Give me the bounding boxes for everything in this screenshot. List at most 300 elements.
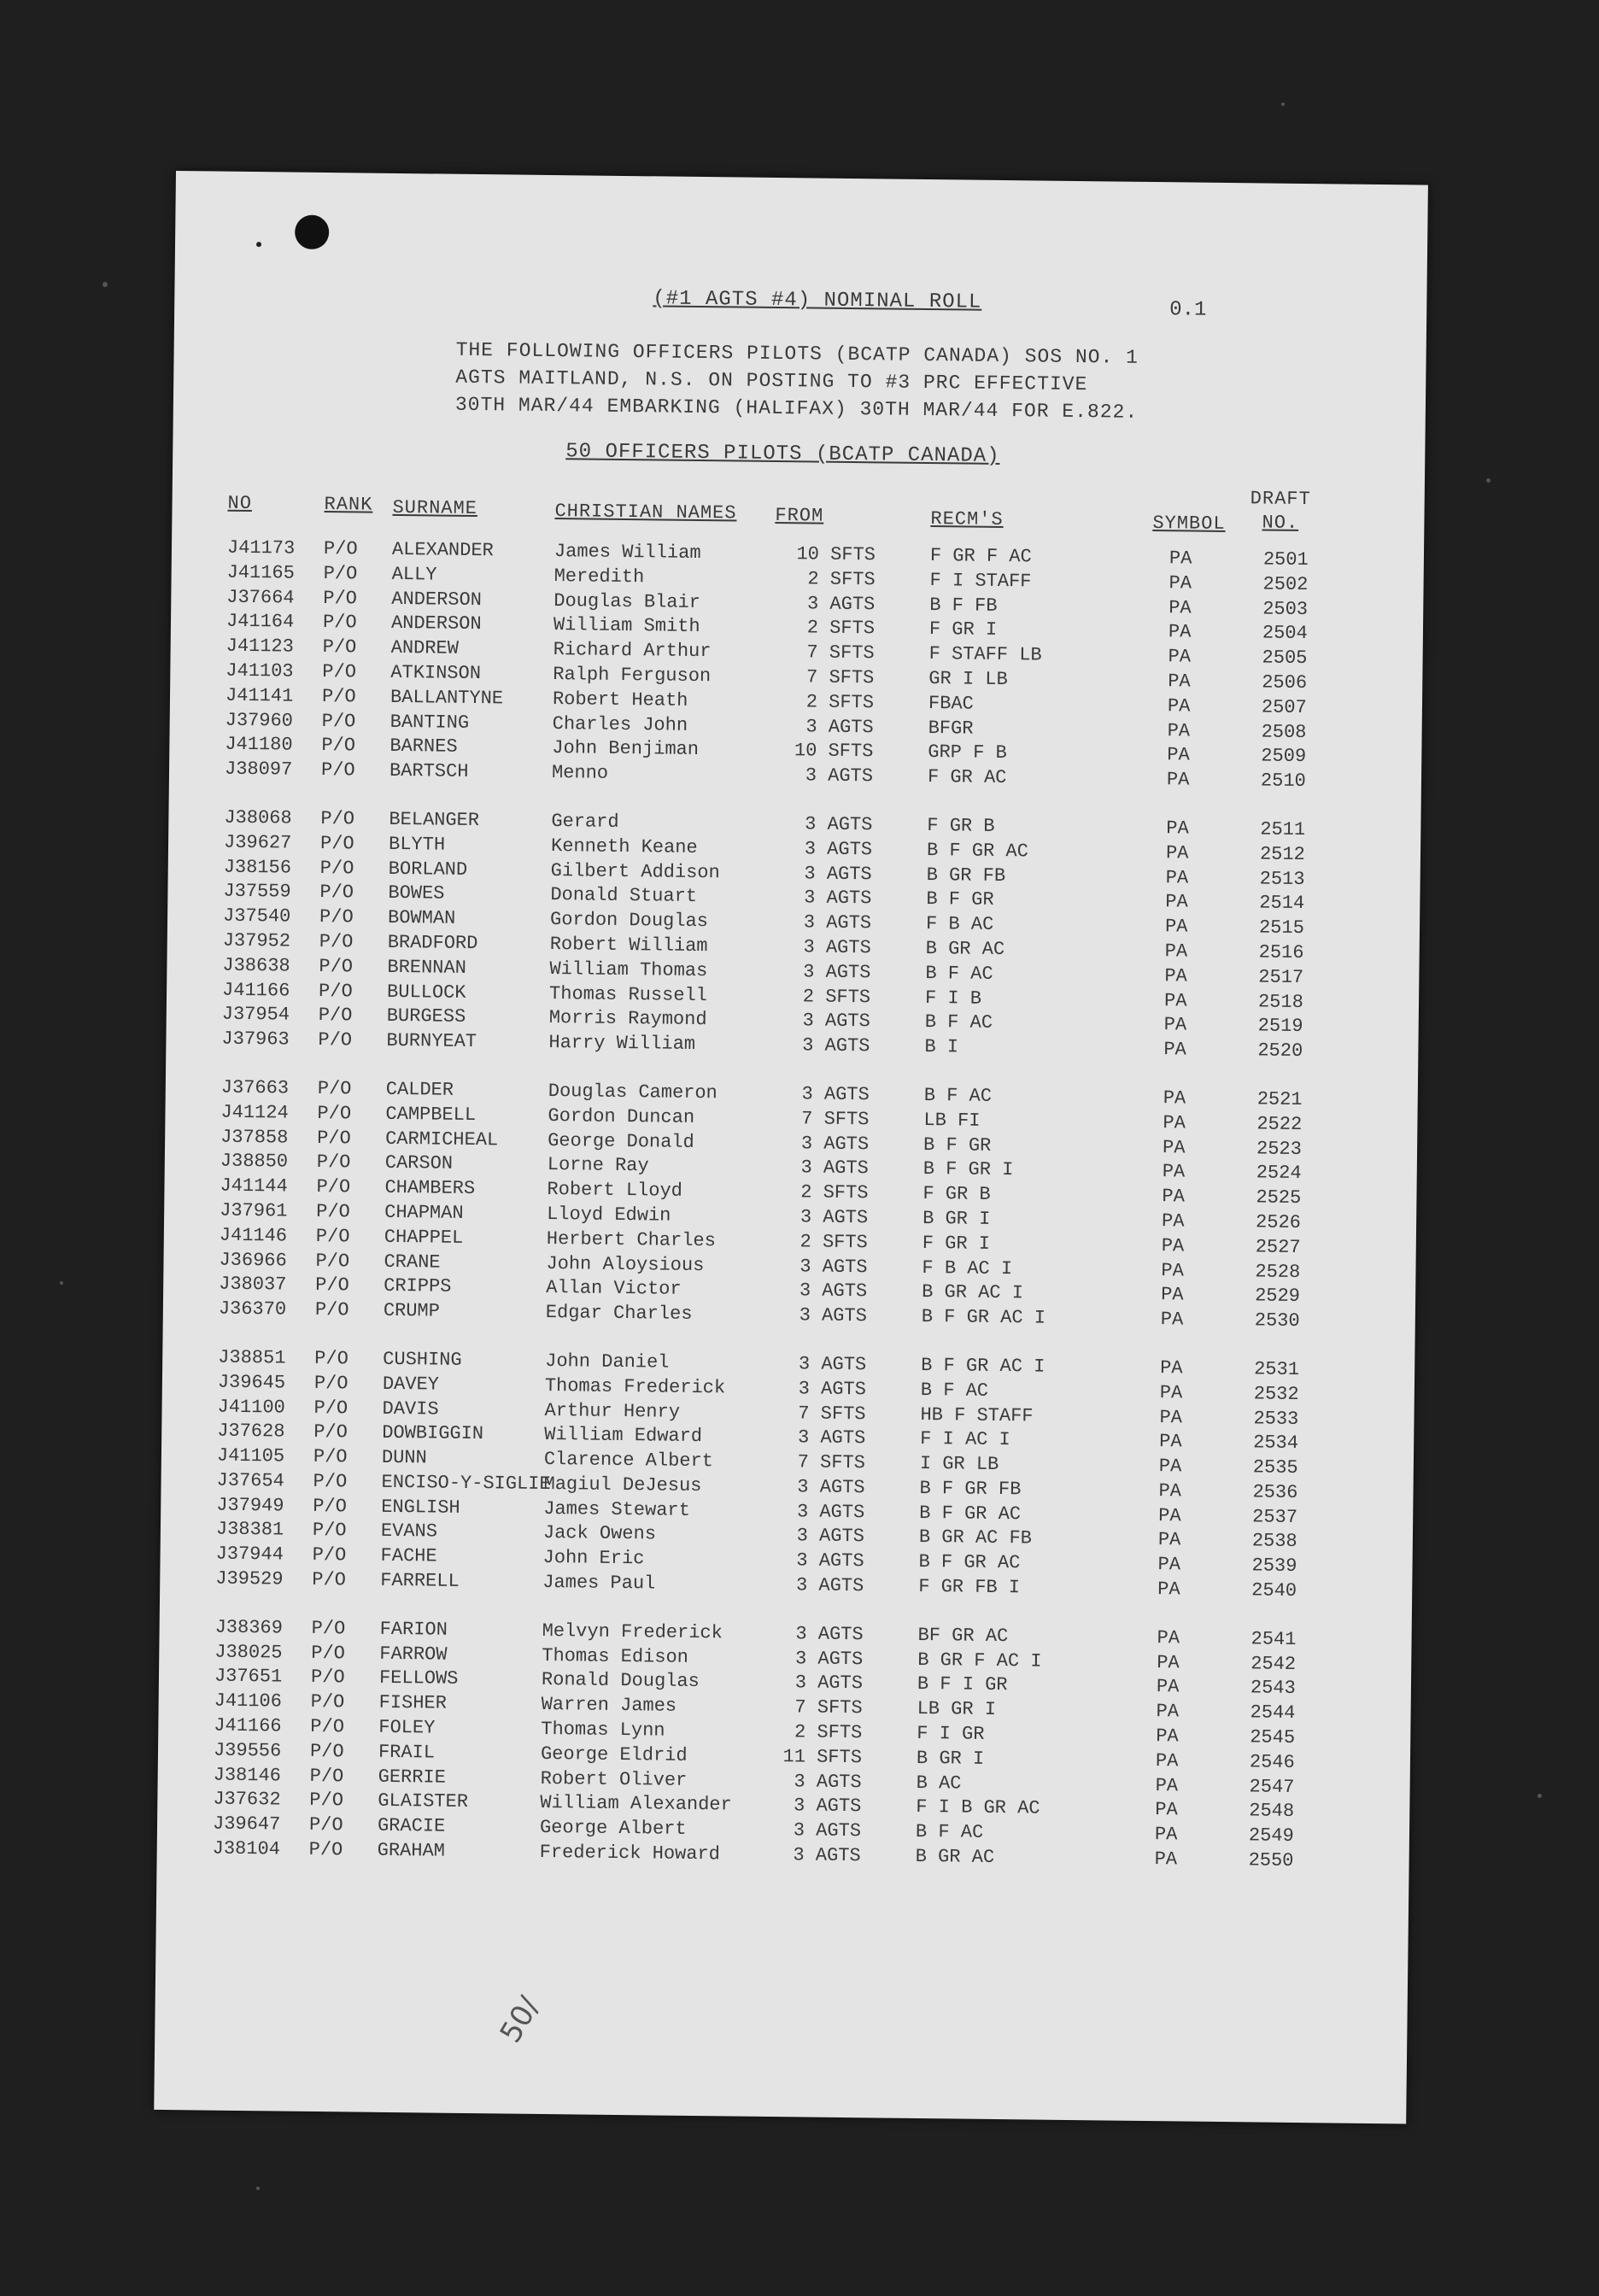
cell-christian: Arthur Henry — [544, 1399, 681, 1423]
cell-draft: 2543 — [1250, 1677, 1296, 1700]
cell-draft: 2530 — [1254, 1309, 1300, 1332]
cell-from: 3 AGTS — [805, 715, 874, 738]
cell-recs: FBAC — [928, 692, 974, 715]
cell-symbol: PA — [1166, 769, 1190, 791]
cell-draft: 2528 — [1255, 1260, 1301, 1283]
cell-no: J38369 — [214, 1616, 284, 1639]
cell-rank: P/O — [322, 612, 357, 634]
cell-from: 3 AGTS — [796, 1549, 864, 1573]
cell-recs: B F GR AC — [919, 1502, 1022, 1526]
cell-recs: B F GR AC I — [921, 1306, 1046, 1329]
cell-symbol: PA — [1154, 1848, 1178, 1871]
cell-draft: 2546 — [1249, 1751, 1295, 1773]
cell-rank: P/O — [317, 1102, 352, 1125]
cell-no: J37963 — [221, 1028, 290, 1051]
cell-from: 3 AGTS — [799, 1304, 867, 1327]
cell-rank: P/O — [319, 832, 354, 855]
cell-rank: P/O — [321, 710, 356, 733]
cell-recs: B F I GR — [917, 1673, 1008, 1696]
cell-christian: Lloyd Edwin — [547, 1203, 671, 1227]
cell-from: 3 AGTS — [799, 1280, 868, 1303]
cell-from: 3 AGTS — [802, 1034, 870, 1057]
cell-no: J36370 — [218, 1297, 287, 1321]
cell-rank: P/O — [323, 562, 358, 585]
cell-christian: Harry William — [548, 1032, 696, 1056]
cell-no: J38068 — [224, 806, 292, 829]
cell-draft: 2501 — [1262, 548, 1309, 571]
cell-draft: 2521 — [1256, 1088, 1303, 1110]
cell-no: J38097 — [224, 758, 293, 781]
cell-surname: EVANS — [380, 1520, 438, 1543]
cell-symbol: PA — [1168, 596, 1192, 619]
cell-no: J37663 — [220, 1076, 290, 1099]
cell-draft: 2534 — [1253, 1432, 1299, 1455]
cell-draft: 2550 — [1248, 1849, 1294, 1872]
cell-christian: William Thomas — [549, 958, 708, 981]
cell-recs: B F GR I — [922, 1158, 1014, 1181]
cell-draft: 2529 — [1254, 1285, 1301, 1308]
cell-from: 3 AGTS — [796, 1525, 865, 1548]
cell-recs: GR I LB — [928, 668, 1008, 691]
cell-surname: CHAMBERS — [384, 1176, 476, 1200]
cell-christian: Donald Stuart — [550, 884, 698, 908]
cell-from: 3 AGTS — [800, 1255, 868, 1278]
cell-christian: Gordon Douglas — [549, 909, 709, 933]
cell-symbol: PA — [1168, 671, 1191, 693]
cell-surname: DUNN — [381, 1446, 427, 1469]
cell-rank: P/O — [317, 1077, 352, 1100]
cell-from: 3 AGTS — [794, 1770, 862, 1793]
cell-surname: FARION — [379, 1618, 448, 1641]
cell-christian: Frederick Howard — [539, 1842, 721, 1866]
cell-rank: P/O — [311, 1617, 346, 1640]
cell-from: 3 AGTS — [804, 862, 872, 885]
cell-rank: P/O — [309, 1765, 344, 1788]
cell-rank: P/O — [323, 587, 358, 610]
cell-surname: BLYTH — [388, 833, 446, 856]
cell-symbol: PA — [1166, 817, 1189, 840]
cell-recs: F GR F AC — [929, 545, 1032, 568]
cell-recs: B GR AC I — [922, 1281, 1024, 1304]
cell-draft: 2518 — [1257, 990, 1304, 1013]
cell-symbol: PA — [1158, 1504, 1181, 1527]
cell-symbol: PA — [1165, 891, 1188, 913]
cell-draft: 2538 — [1251, 1530, 1297, 1553]
cell-surname: FACHE — [380, 1545, 437, 1567]
cell-christian: Melvyn Frederick — [542, 1620, 723, 1644]
cell-from: 3 AGTS — [794, 1672, 864, 1695]
cell-draft: 2541 — [1250, 1628, 1297, 1650]
cell-no: J39529 — [215, 1567, 284, 1590]
cell-draft: 2548 — [1249, 1800, 1295, 1823]
cell-symbol: PA — [1163, 1087, 1186, 1110]
cell-no: J41173 — [226, 536, 296, 559]
cell-surname: BALLANTYNE — [390, 686, 504, 710]
cell-draft: 2513 — [1259, 868, 1305, 890]
cell-draft: 2509 — [1261, 745, 1307, 768]
cell-rank: P/O — [313, 1495, 348, 1518]
cell-rank: P/O — [308, 1838, 343, 1861]
cell-no: J38025 — [214, 1641, 283, 1664]
cell-symbol: PA — [1156, 1701, 1180, 1723]
cell-surname: ENCISO-Y-SIGLIE — [381, 1471, 551, 1495]
cell-from: 3 AGTS — [795, 1574, 864, 1597]
cell-no: J37651 — [214, 1666, 283, 1688]
cell-surname: GRACIE — [377, 1815, 446, 1837]
cell-symbol: PA — [1165, 841, 1189, 864]
cell-christian: William Smith — [553, 614, 700, 638]
cell-surname: CUSHING — [383, 1348, 462, 1371]
cell-recs: F GR B — [922, 1183, 991, 1206]
cell-surname: FARRELL — [380, 1569, 460, 1592]
cell-symbol: PA — [1160, 1309, 1184, 1331]
cell-surname: FARROW — [379, 1643, 448, 1666]
cell-recs: B I — [924, 1036, 959, 1058]
cell-draft: 2526 — [1255, 1211, 1302, 1233]
cell-no: J41165 — [226, 561, 296, 584]
cell-rank: P/O — [319, 955, 354, 978]
cell-symbol: PA — [1161, 1210, 1185, 1233]
cell-from: 2 SFTS — [794, 1721, 863, 1744]
cell-recs: LB FI — [923, 1109, 981, 1132]
cell-draft: 2519 — [1257, 1015, 1303, 1038]
cell-recs: LB GR I — [917, 1698, 997, 1721]
cell-rank: P/O — [313, 1446, 348, 1468]
cell-draft: 2545 — [1250, 1726, 1296, 1749]
header-no: NO — [227, 492, 253, 515]
cell-no: J39645 — [217, 1371, 286, 1394]
cell-recs: GRP F B — [928, 741, 1007, 764]
cell-from: 3 AGTS — [798, 1353, 867, 1376]
cell-recs: F B AC I — [922, 1256, 1013, 1280]
cell-no: J37664 — [226, 586, 295, 609]
cell-surname: BOWMAN — [387, 907, 456, 929]
cell-rank: P/O — [310, 1691, 345, 1713]
cell-symbol: PA — [1163, 1039, 1186, 1061]
cell-no: J37954 — [221, 1004, 290, 1026]
cell-christian: Robert Oliver — [540, 1767, 688, 1791]
cell-draft: 2502 — [1262, 573, 1309, 595]
cell-recs: F I B GR AC — [916, 1796, 1040, 1820]
cell-rank: P/O — [322, 660, 357, 683]
cell-symbol: PA — [1157, 1627, 1180, 1649]
cell-from: 3 AGTS — [798, 1378, 867, 1400]
cell-draft: 2512 — [1259, 843, 1305, 865]
cell-recs: F I B — [924, 987, 982, 1010]
cell-from: 3 AGTS — [803, 961, 871, 984]
cell-recs: B F AC — [923, 1084, 993, 1107]
cell-from: 2 SFTS — [802, 985, 871, 1008]
cell-recs: B F FB — [929, 594, 998, 617]
cell-symbol: PA — [1163, 1111, 1186, 1134]
cell-rank: P/O — [318, 1004, 353, 1027]
cell-rank: P/O — [315, 1225, 350, 1248]
cell-rank: P/O — [312, 1568, 347, 1591]
cell-draft: 2503 — [1262, 598, 1309, 620]
cell-surname: ENGLISH — [381, 1496, 460, 1519]
cell-no: J37944 — [215, 1543, 284, 1566]
cell-draft: 2531 — [1254, 1358, 1300, 1380]
cell-surname: ALEXANDER — [391, 538, 494, 562]
cell-no: J37628 — [217, 1420, 285, 1443]
intro-line: THE FOLLOWING OFFICERS PILOTS (BCATP CANADA) SOS NO. 1 — [455, 338, 1139, 369]
page-number: 0.1 — [1169, 298, 1207, 322]
cell-recs: F I GR — [917, 1723, 985, 1745]
cell-draft: 2527 — [1255, 1236, 1301, 1258]
cell-symbol: PA — [1162, 1161, 1186, 1183]
cell-surname: FRAIL — [378, 1741, 436, 1764]
cell-symbol: PA — [1154, 1824, 1178, 1846]
cell-christian: Douglas Blair — [554, 589, 701, 613]
cell-draft: 2508 — [1261, 721, 1307, 743]
intro-line: 30TH MAR/44 EMBARKING (HALIFAX) 30TH MAR/44 FOR E.822. — [454, 393, 1139, 424]
cell-surname: ANDERSON — [390, 612, 482, 636]
punch-hole — [295, 215, 329, 249]
cell-from: 3 AGTS — [793, 1844, 861, 1867]
cell-christian: John Benjiman — [552, 737, 700, 761]
cell-no: J38851 — [218, 1346, 286, 1369]
cell-symbol: PA — [1168, 621, 1192, 643]
cell-surname: CHAPMAN — [384, 1201, 464, 1224]
cell-from: 3 AGTS — [794, 1648, 864, 1670]
cell-rank: P/O — [310, 1715, 345, 1738]
cell-no: J39647 — [212, 1813, 281, 1836]
cell-from: 7 SFTS — [805, 666, 875, 689]
cell-christian: James William — [554, 541, 701, 565]
cell-from: 3 AGTS — [804, 838, 873, 861]
cell-rank: P/O — [310, 1666, 345, 1689]
cell-surname: ANDREW — [390, 637, 460, 659]
cell-surname: BARNES — [390, 735, 458, 758]
cell-no: J41141 — [225, 684, 294, 707]
cell-christian: Herbert Charles — [546, 1227, 717, 1251]
cell-from: 7 SFTS — [798, 1402, 866, 1425]
cell-draft: 2516 — [1258, 941, 1304, 964]
cell-christian: Magiul DeJesus — [543, 1473, 702, 1496]
cell-surname: BELANGER — [389, 808, 480, 832]
cell-draft: 2506 — [1262, 671, 1308, 694]
cell-surname: CARSON — [384, 1152, 454, 1175]
cell-recs: B GR I — [916, 1747, 985, 1770]
cell-from: 2 SFTS — [800, 1181, 869, 1204]
cell-christian: Ronald Douglas — [541, 1669, 700, 1693]
cell-symbol: PA — [1168, 646, 1192, 668]
cell-symbol: PA — [1164, 916, 1188, 938]
cell-recs: I GR LB — [919, 1453, 999, 1476]
cell-no: J41164 — [226, 611, 295, 633]
cell-surname: CRUMP — [383, 1299, 441, 1322]
cell-symbol: PA — [1161, 1234, 1185, 1257]
cell-symbol: PA — [1157, 1554, 1181, 1576]
document-title: (#1 AGTS #4) NOMINAL ROLL — [653, 287, 982, 314]
cell-rank: P/O — [319, 857, 354, 879]
cell-recs: BFGR — [928, 717, 974, 740]
cell-symbol: PA — [1162, 1186, 1185, 1208]
cell-surname: BULLOCK — [386, 981, 466, 1004]
cell-symbol: PA — [1157, 1578, 1180, 1601]
cell-christian: Charles John — [552, 712, 688, 736]
cell-symbol: PA — [1168, 548, 1192, 570]
cell-draft: 2533 — [1253, 1407, 1299, 1430]
cell-symbol: PA — [1157, 1651, 1180, 1674]
cell-from: 7 SFTS — [794, 1696, 863, 1719]
cell-rank: P/O — [308, 1814, 343, 1836]
cell-rank: P/O — [316, 1151, 351, 1174]
cell-recs: F I STAFF — [929, 569, 1032, 593]
cell-from: 2 SFTS — [800, 1231, 868, 1253]
cell-symbol: PA — [1165, 866, 1189, 889]
cell-from: 3 AGTS — [804, 887, 872, 910]
cell-christian: Thomas Russell — [548, 982, 708, 1006]
cell-recs: B GR AC — [915, 1845, 995, 1869]
cell-no: J37960 — [225, 709, 294, 732]
cell-surname: DAVEY — [382, 1373, 440, 1396]
cell-no: J39627 — [223, 831, 292, 854]
cell-surname: GERRIE — [378, 1766, 447, 1789]
cell-surname: CARMICHEAL — [385, 1128, 499, 1151]
cell-recs: B F AC — [920, 1379, 989, 1402]
cell-draft: 2536 — [1252, 1481, 1298, 1503]
cell-surname: BORLAND — [388, 858, 468, 881]
cell-no: J38850 — [220, 1150, 289, 1173]
cell-recs: B F AC — [925, 962, 993, 985]
header-draft-no — [1250, 487, 1311, 536]
cell-rank: P/O — [313, 1470, 348, 1493]
cell-no: J38156 — [223, 856, 292, 879]
cell-from: 3 AGTS — [793, 1795, 862, 1818]
cell-symbol: PA — [1163, 1014, 1187, 1036]
cell-from: 3 AGTS — [800, 1132, 870, 1155]
cell-from: 10 SFTS — [794, 740, 874, 763]
cell-recs: B AC — [916, 1772, 962, 1795]
cell-from: 2 SFTS — [806, 617, 876, 640]
header-draft-line1: DRAFT — [1250, 488, 1311, 511]
cell-draft: 2517 — [1258, 966, 1304, 988]
cell-draft: 2514 — [1259, 892, 1305, 915]
cell-draft: 2532 — [1253, 1383, 1299, 1405]
cell-christian: Thomas Frederick — [544, 1374, 726, 1399]
cell-christian: Jack Owens — [542, 1522, 657, 1545]
cell-surname: BURGESS — [386, 1005, 466, 1028]
cell-surname: CRANE — [384, 1250, 441, 1274]
cell-symbol: PA — [1161, 1284, 1184, 1306]
cell-christian: William Edward — [544, 1424, 703, 1448]
cell-from: 3 AGTS — [801, 1083, 870, 1106]
cell-no: J41144 — [220, 1174, 288, 1198]
cell-from: 3 AGTS — [796, 1501, 865, 1523]
cell-no: J41166 — [221, 979, 290, 1002]
cell-draft: 2525 — [1256, 1186, 1302, 1210]
cell-surname: CAMPBELL — [385, 1103, 477, 1126]
cell-surname: FOLEY — [378, 1716, 436, 1739]
cell-from: 2 SFTS — [805, 691, 875, 714]
cell-recs: B F AC — [924, 1011, 993, 1034]
document-page — [154, 171, 1428, 2123]
cell-surname: ALLY — [391, 563, 437, 586]
cell-rank: P/O — [320, 807, 355, 830]
cell-symbol: PA — [1163, 989, 1187, 1012]
cell-surname: CALDER — [385, 1078, 454, 1101]
cell-from: 3 AGTS — [803, 911, 872, 934]
cell-christian: Robert Heath — [552, 688, 688, 712]
cell-draft: 2539 — [1251, 1555, 1297, 1578]
cell-surname: BRENNAN — [387, 956, 466, 979]
cell-rank: P/O — [314, 1299, 349, 1321]
cell-christian: Gerard — [551, 811, 619, 833]
cell-surname: DAVIS — [382, 1397, 439, 1420]
cell-no: J37949 — [216, 1494, 284, 1517]
cell-surname: BRADFORD — [387, 931, 478, 955]
cell-recs: B F GR — [926, 888, 994, 911]
cell-no: J41146 — [219, 1224, 288, 1247]
cell-recs: B F GR — [922, 1133, 992, 1157]
cell-recs: F GR B — [927, 814, 995, 837]
cell-symbol: PA — [1167, 744, 1190, 766]
cell-draft: 2540 — [1251, 1579, 1297, 1602]
cell-christian: Gilbert Addison — [550, 859, 720, 883]
cell-no: J38146 — [213, 1764, 282, 1787]
cell-christian: James Stewart — [543, 1497, 691, 1521]
cell-no: J38037 — [219, 1273, 287, 1296]
cell-from: 7 SFTS — [801, 1108, 870, 1131]
cell-rank: P/O — [316, 1176, 351, 1198]
header-rank: RANK — [324, 493, 373, 516]
cell-christian: John Daniel — [545, 1350, 670, 1374]
cell-rank: P/O — [313, 1421, 348, 1444]
header-draft-line2: NO. — [1262, 512, 1299, 534]
cell-surname: CRIPPS — [384, 1275, 452, 1298]
cell-christian: George Eldrid — [540, 1742, 688, 1766]
cell-rank: P/O — [319, 930, 354, 953]
cell-rank: P/O — [313, 1397, 348, 1419]
cell-christian: George Donald — [548, 1129, 694, 1153]
cell-recs: B F GR AC — [918, 1551, 1021, 1574]
cell-no: J41166 — [214, 1714, 282, 1737]
cell-symbol: PA — [1162, 1136, 1186, 1159]
cell-rank: P/O — [309, 1740, 344, 1763]
intro-line: AGTS MAITLAND, N.S. ON POSTING TO #3 PRC EFFECTIVE — [455, 366, 1088, 396]
cell-symbol: PA — [1164, 940, 1188, 963]
cell-from: 7 SFTS — [806, 641, 875, 665]
cell-no: J41124 — [220, 1101, 289, 1124]
cell-surname: BOWES — [388, 882, 445, 905]
cell-recs: B GR AC FB — [918, 1526, 1033, 1549]
cell-surname: BANTING — [390, 711, 470, 734]
cell-no: J37858 — [220, 1126, 289, 1149]
cell-draft: 2523 — [1256, 1137, 1303, 1160]
cell-symbol: PA — [1159, 1381, 1183, 1404]
cell-rank: P/O — [315, 1250, 350, 1272]
cell-rank: P/O — [318, 980, 353, 1002]
cell-draft: 2542 — [1250, 1653, 1297, 1675]
cell-symbol: PA — [1155, 1799, 1178, 1821]
cell-rank: P/O — [312, 1544, 347, 1567]
cell-from: 3 AGTS — [806, 593, 876, 615]
cell-rank: P/O — [322, 636, 357, 659]
cell-from: 3 AGTS — [803, 936, 871, 959]
cell-symbol: PA — [1157, 1529, 1181, 1551]
cell-symbol: PA — [1161, 1259, 1185, 1281]
cell-christian: George Albert — [539, 1817, 687, 1841]
cell-from: 3 AGTS — [797, 1426, 866, 1450]
cell-christian: Douglas Cameron — [548, 1080, 718, 1104]
cell-no: J41105 — [216, 1444, 285, 1467]
cell-draft: 2510 — [1260, 770, 1306, 793]
cell-recs: F GR I — [922, 1232, 991, 1255]
cell-rank: P/O — [309, 1789, 344, 1812]
cell-recs: B GR FB — [926, 864, 1006, 887]
cell-no: J41106 — [214, 1690, 283, 1713]
